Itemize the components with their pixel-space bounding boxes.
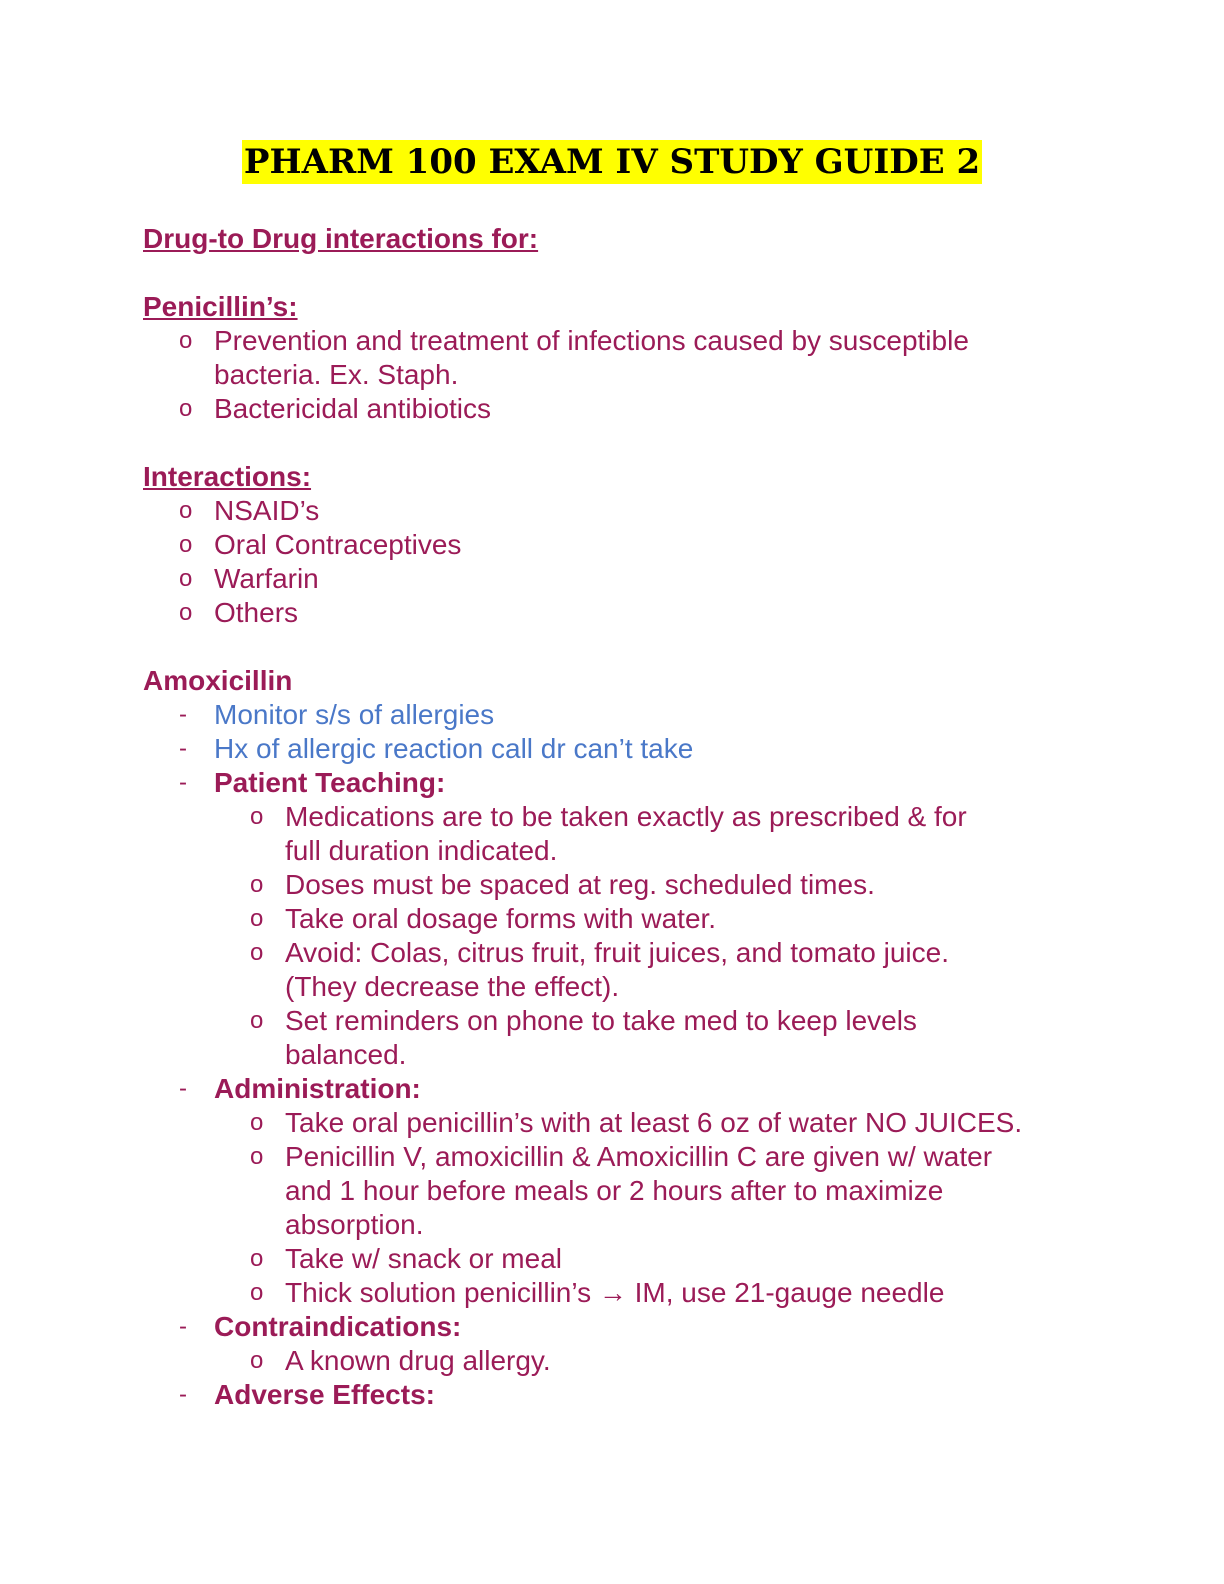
- circle-bullet-icon: o: [179, 395, 193, 422]
- dash-bullet-icon: -: [179, 1313, 187, 1340]
- circle-bullet-icon: o: [250, 1347, 264, 1374]
- section-heading-ddi: Drug-to Drug interactions for:: [143, 223, 539, 254]
- dash-bullet-icon: -: [179, 769, 187, 796]
- circle-bullet-icon: o: [250, 1007, 264, 1034]
- circle-bullet-icon: o: [179, 565, 193, 592]
- title-container: [0, 140, 1224, 184]
- circle-bullet-icon: o: [250, 939, 264, 966]
- dash-bullet-icon: -: [179, 1075, 187, 1102]
- dash-bullet-icon: -: [179, 1381, 187, 1408]
- section-heading-amoxicillin: Amoxicillin: [143, 665, 293, 696]
- section-heading-penicillins: Penicillin’s:: [143, 291, 298, 322]
- circle-bullet-icon: o: [250, 1143, 264, 1170]
- circle-bullet-icon: o: [179, 531, 193, 558]
- circle-bullet-icon: o: [179, 599, 193, 626]
- circle-bullet-icon: o: [179, 497, 193, 524]
- circle-bullet-icon: o: [250, 905, 264, 932]
- circle-bullet-icon: o: [179, 327, 193, 354]
- circle-bullet-icon: o: [250, 1279, 264, 1306]
- dash-bullet-icon: -: [179, 701, 187, 728]
- circle-bullet-icon: o: [250, 1109, 264, 1136]
- page-title: PHARM 100 EXAM IV STUDY GUIDE 2: [243, 142, 981, 182]
- section-heading-interactions: Interactions:: [143, 461, 312, 492]
- circle-bullet-icon: o: [250, 871, 264, 898]
- circle-bullet-icon: o: [250, 803, 264, 830]
- circle-bullet-icon: o: [250, 1245, 264, 1272]
- dash-bullet-icon: -: [179, 735, 187, 762]
